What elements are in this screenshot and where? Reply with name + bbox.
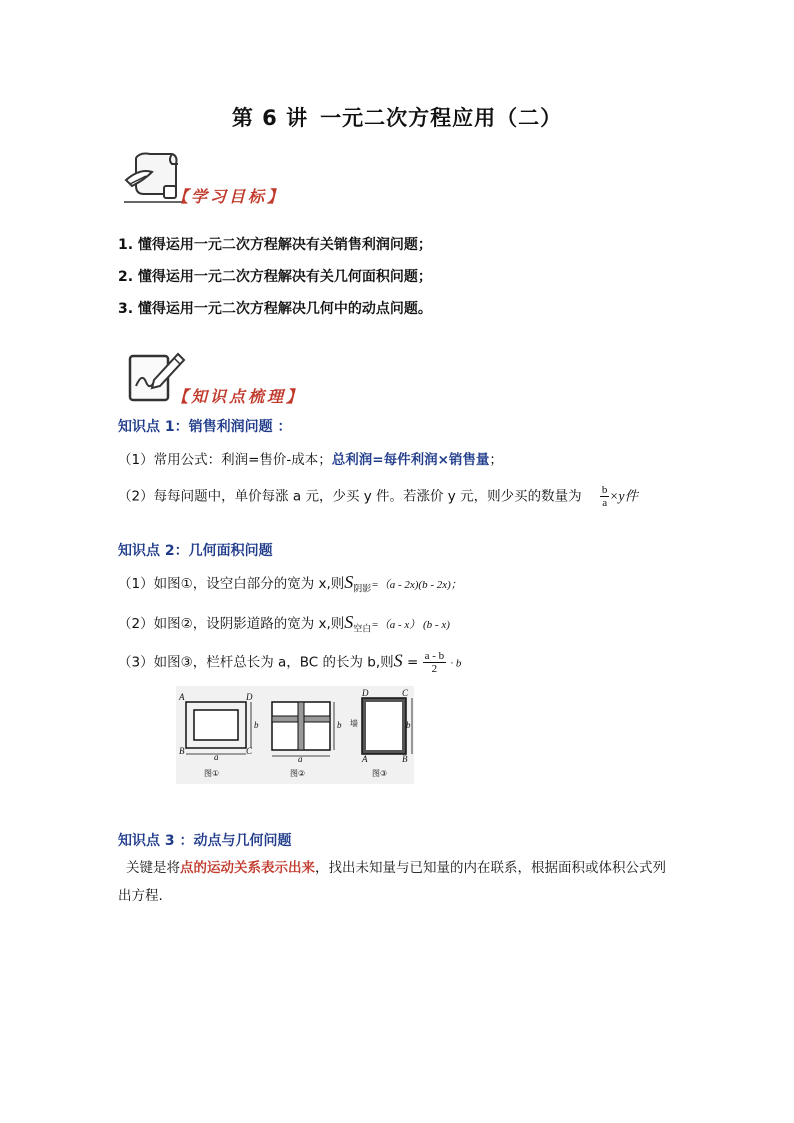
kp1-item2-tail: ×y件 bbox=[609, 488, 638, 504]
fig1-label-a: a bbox=[214, 752, 219, 762]
figures-panel bbox=[176, 686, 414, 784]
fig1-caption: 图① bbox=[204, 769, 220, 778]
fraction-denominator: 2 bbox=[431, 663, 438, 675]
kp2-item2-text: （2）如图②，设阴影道路的宽为 x,则 bbox=[118, 616, 345, 632]
area-subscript: 空白 bbox=[353, 624, 372, 635]
kp1-item1 bbox=[118, 448, 503, 468]
fig3-label-D: D bbox=[362, 688, 369, 698]
fig2-label-b: b bbox=[337, 720, 342, 730]
kp2-item2-formula: =（a - x） (b - x) bbox=[371, 619, 450, 631]
goals-banner: 【学习目标】 bbox=[172, 187, 287, 206]
fig1-label-D: D bbox=[246, 692, 253, 702]
kp3-paragraph bbox=[118, 854, 678, 910]
page-title bbox=[0, 102, 794, 132]
fig3-label-b: b bbox=[406, 720, 411, 730]
fraction-numerator: b bbox=[601, 484, 608, 496]
goal-item: 3. 懂得运用一元二次方程解决几何中的动点问题。 bbox=[118, 301, 432, 317]
kp2-item1 bbox=[118, 572, 462, 595]
fig3-caption: 图③ bbox=[372, 769, 388, 778]
fig2-label-a: a bbox=[298, 754, 303, 764]
kp2-fraction bbox=[423, 650, 447, 675]
goal-item: 2. 懂得运用一元二次方程解决有关几何面积问题； bbox=[118, 269, 432, 285]
fig3-label-B: B bbox=[402, 754, 408, 764]
lecture-number: 第 6 讲 bbox=[231, 106, 309, 130]
fig3-label-A: A bbox=[362, 754, 368, 764]
kp1-item1-suffix: ； bbox=[489, 452, 503, 468]
area-symbol: S bbox=[344, 612, 354, 632]
fig1-label-B: B bbox=[179, 746, 185, 756]
kp1-item2 bbox=[118, 484, 638, 509]
knowledge-banner: 【知识点梳理】 bbox=[172, 387, 306, 406]
area-symbol: S bbox=[393, 650, 403, 671]
kp2-item1-formula: =（a - 2x)(b - 2x)； bbox=[371, 579, 462, 591]
kp1-heading: 知识点 1：销售利润问题 ： bbox=[118, 419, 292, 435]
kp2-item2 bbox=[118, 612, 450, 635]
fraction-denominator: a bbox=[602, 497, 608, 509]
fig1-label-b: b bbox=[254, 720, 259, 730]
kp3-para-emphasis: 点的运动关系表示出来 bbox=[180, 860, 315, 876]
lecture-name: 一元二次方程应用（二） bbox=[320, 106, 563, 130]
area-subscript: 阴影 bbox=[353, 584, 372, 595]
kp1-item2-text: （2）每每问题中，单价每涨 a 元，少买 y 件。若涨价 y 元，则少买的数量为 bbox=[118, 488, 582, 505]
fig3-wall-label: 墙 bbox=[350, 719, 358, 728]
area-symbol: S bbox=[344, 572, 354, 592]
kp3-heading: 知识点 3 ：动点与几何问题 bbox=[118, 833, 292, 849]
kp1-fraction bbox=[600, 484, 610, 509]
fraction-numerator: a - b bbox=[424, 650, 445, 662]
kp1-item1-emphasis: 总利润=每件利润×销售量 bbox=[331, 452, 490, 468]
equals-sign: = bbox=[406, 654, 419, 671]
kp2-item3-text: （3）如图③，栏杆总长为 a，BC 的长为 b,则 bbox=[118, 654, 394, 671]
kp3-para-text: 关键是将 bbox=[126, 860, 180, 876]
goal-item: 1. 懂得运用一元二次方程解决有关销售利润问题； bbox=[118, 237, 432, 253]
kp3-para-suffix: ，找出未知量与已知量的内在联系，根据面积或体积公式列出方程. bbox=[118, 860, 666, 904]
fig1-label-C: C bbox=[246, 746, 253, 756]
kp2-item1-text: （1）如图①，设空白部分的宽为 x,则 bbox=[118, 576, 345, 592]
fig1-label-A: A bbox=[179, 692, 185, 702]
fig2-caption: 图② bbox=[290, 769, 306, 778]
kp2-heading: 知识点 2：几何面积问题 bbox=[118, 543, 273, 559]
kp2-item3 bbox=[118, 650, 461, 675]
kp2-item3-tail: · b bbox=[450, 657, 462, 670]
fig3-label-C: C bbox=[402, 688, 409, 698]
kp1-item1-text: （1）常用公式：利润=售价-成本； bbox=[118, 452, 332, 468]
